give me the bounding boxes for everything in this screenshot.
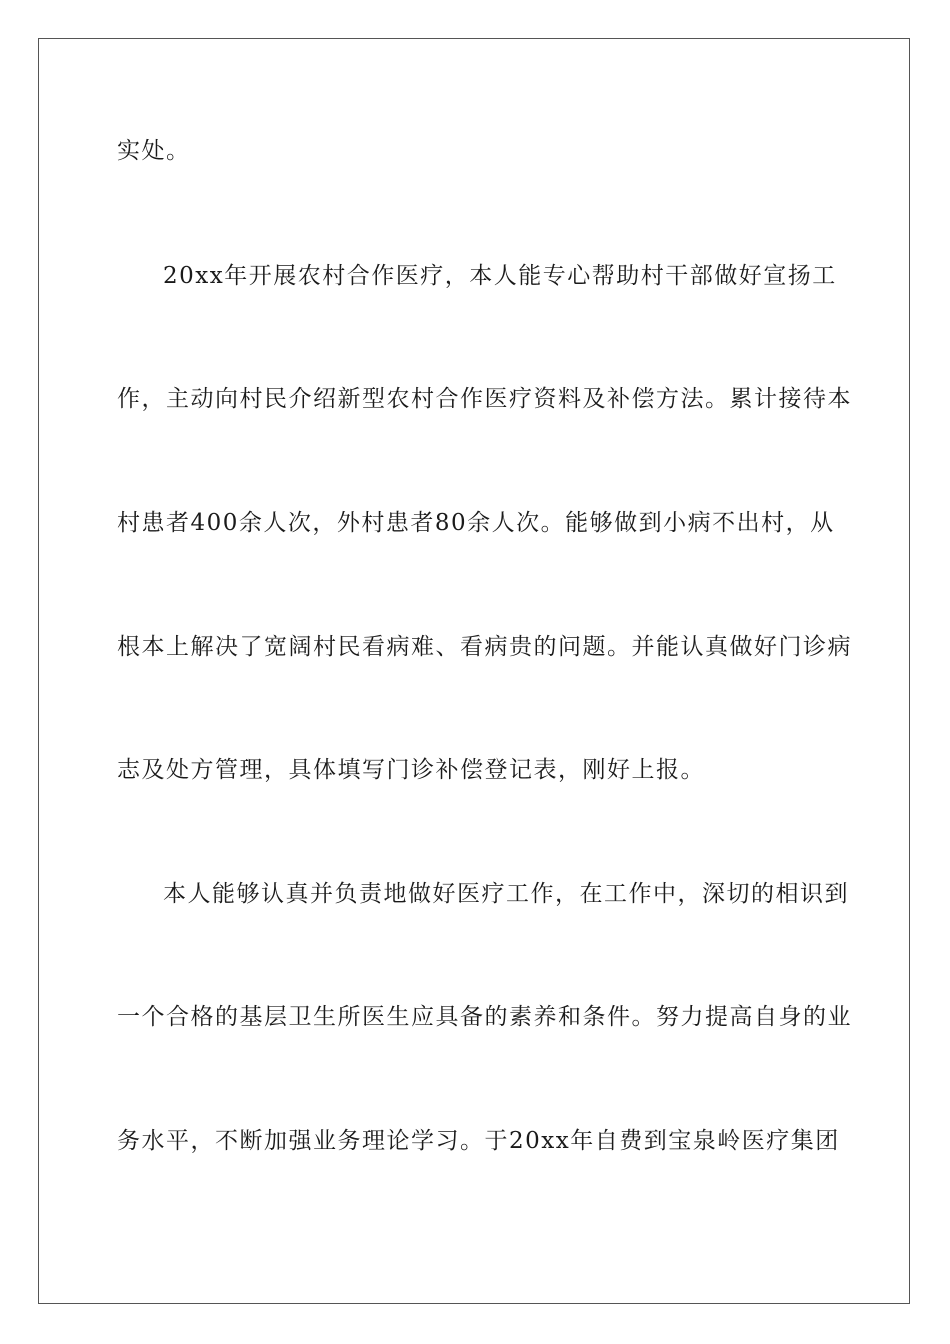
paragraph-3-line-2: 一个合格的基层卫生所医生应具备的素养和条件。努力提高自身的业	[117, 1004, 852, 1030]
paragraph-2-line-3: 村患者400余人次，外村患者80余人次。能够做到小病不出村，从	[117, 510, 835, 536]
paragraph-2-line-4: 根本上解决了宽阔村民看病难、看病贵的问题。并能认真做好门诊病	[117, 634, 852, 660]
paragraph-2-line-5: 志及处方管理，具体填写门诊补偿登记表，刚好上报。	[117, 757, 705, 783]
paragraph-3-line-1: 本人能够认真并负责地做好医疗工作，在工作中，深切的相识到	[163, 881, 849, 907]
text-line-1: 实处。	[117, 138, 191, 164]
paragraph-2-line-1: 20xx年开展农村合作医疗，本人能专心帮助村干部做好宣扬工	[163, 263, 837, 289]
paragraph-2-line-2: 作，主动向村民介绍新型农村合作医疗资料及补偿方法。累计接待本	[117, 386, 852, 412]
paragraph-3-line-3: 务水平，不断加强业务理论学习。于20xx年自费到宝泉岭医疗集团	[117, 1128, 840, 1154]
page-border	[38, 38, 910, 1304]
